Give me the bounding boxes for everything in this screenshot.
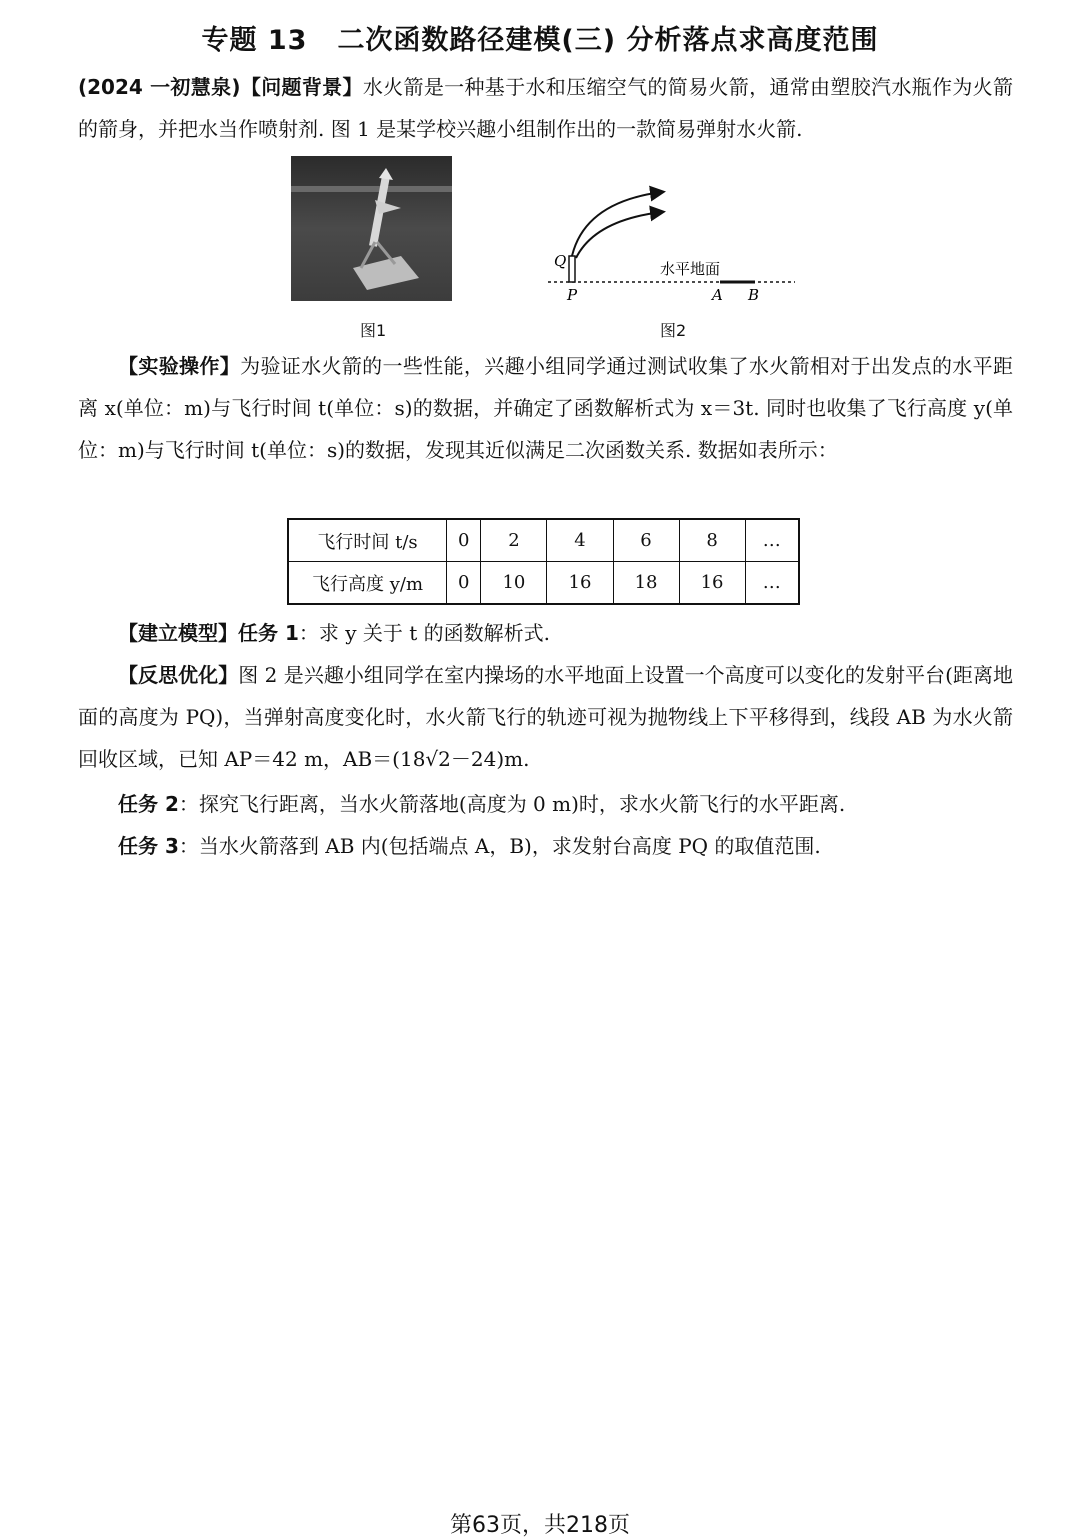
- figure-2-caption: 图2: [660, 321, 687, 340]
- table-cell: 8: [679, 519, 745, 562]
- page-footer: 第63页，共218页: [450, 1513, 630, 1538]
- task-3-label: 任务 3: [118, 834, 179, 858]
- source-label: (2024 一初慧泉): [78, 75, 241, 99]
- table-cell: 16: [679, 562, 745, 605]
- table-cell: 4: [547, 519, 613, 562]
- table-cell: 0: [447, 562, 481, 605]
- task-3-paragraph: [78, 825, 1013, 867]
- task-2-paragraph: [78, 783, 1013, 825]
- task-1-text: ：求 y 关于 t 的函数解析式.: [298, 621, 551, 645]
- figure-1-photo: [291, 156, 452, 301]
- reflect-paragraph: [78, 654, 1013, 780]
- topic-number: 专题 13: [201, 25, 308, 56]
- row-label-height: 飞行高度 y/m: [288, 562, 447, 605]
- table-cell: 16: [547, 562, 613, 605]
- task-1-label: 任务 1: [238, 621, 299, 645]
- table-cell: 10: [481, 562, 547, 605]
- label-b: B: [748, 286, 760, 304]
- trajectory-lower: [576, 212, 662, 258]
- trajectory-upper: [572, 192, 662, 256]
- figure-2-diagram: [540, 180, 800, 305]
- reflect-tag: 【反思优化】: [118, 663, 239, 687]
- table-cell: …: [745, 562, 799, 605]
- figure-1-caption: 图1: [360, 321, 387, 340]
- experiment-tag: 【实验操作】: [118, 354, 241, 378]
- background-tag: 【问题背景】: [240, 75, 363, 99]
- table-cell: 18: [613, 562, 679, 605]
- label-ground: 水平地面: [660, 260, 721, 278]
- intro-text: 水火箭是一种基于水和压缩空气的简易火箭，通常由塑胶汽水瓶作为火箭的箭身，并把水当作喷射剂. 图 1 是某学校兴趣小组制作出的一款简易弹射水火箭.: [78, 75, 1013, 141]
- label-p: P: [567, 286, 578, 304]
- table-cell: 6: [613, 519, 679, 562]
- table-cell: 0: [447, 519, 481, 562]
- task-2-text: ：探究飞行距离，当水火箭落地(高度为 0 m)时，求水火箭飞行的水平距离.: [178, 792, 846, 816]
- table-cell: …: [745, 519, 799, 562]
- task-2-label: 任务 2: [118, 792, 179, 816]
- model-tag: 【建立模型】: [118, 621, 238, 645]
- intro-paragraph: [78, 66, 1013, 150]
- table-cell: 2: [481, 519, 547, 562]
- label-q: Q: [554, 252, 567, 270]
- launch-platform: [569, 256, 575, 282]
- table-row: [288, 562, 799, 605]
- data-table: [287, 518, 800, 605]
- row-label-time: 飞行时间 t/s: [288, 519, 447, 562]
- experiment-paragraph: [78, 345, 1013, 471]
- experiment-text: 为验证水火箭的一些性能，兴趣小组同学通过测试收集了水火箭相对于出发点的水平距离 x(单位：m)与飞行时间 t(单位：s)的数据，并确定了函数解析式为 x＝3t. 同时也收集了飞行高度 y(单位：m)与飞行时间 t(单位：s)的数据，发现其近似满足二次函数关系. 数据如表所示：: [78, 354, 1014, 462]
- label-a: A: [712, 286, 723, 304]
- task-3-text: ：当水火箭落到 AB 内(包括端点 A，B)，求发射台高度 PQ 的取值范围.: [178, 834, 821, 858]
- topic-name: 二次函数路径建模(三) 分析落点求高度范围: [337, 25, 879, 56]
- reflect-text: 图 2 是兴趣小组同学在室内操场的水平地面上设置一个高度可以变化的发射平台(距离地面的高度为 PQ)，当弹射高度变化时，水火箭飞行的轨迹可视为抛物线上下平移得到，线段 AB 为水火箭回收区域，已知 AP＝42 m，AB＝(18√2－24)m.: [78, 663, 1013, 771]
- page-title: [0, 18, 1080, 57]
- table-row: [288, 519, 799, 562]
- model-paragraph: [78, 612, 1013, 654]
